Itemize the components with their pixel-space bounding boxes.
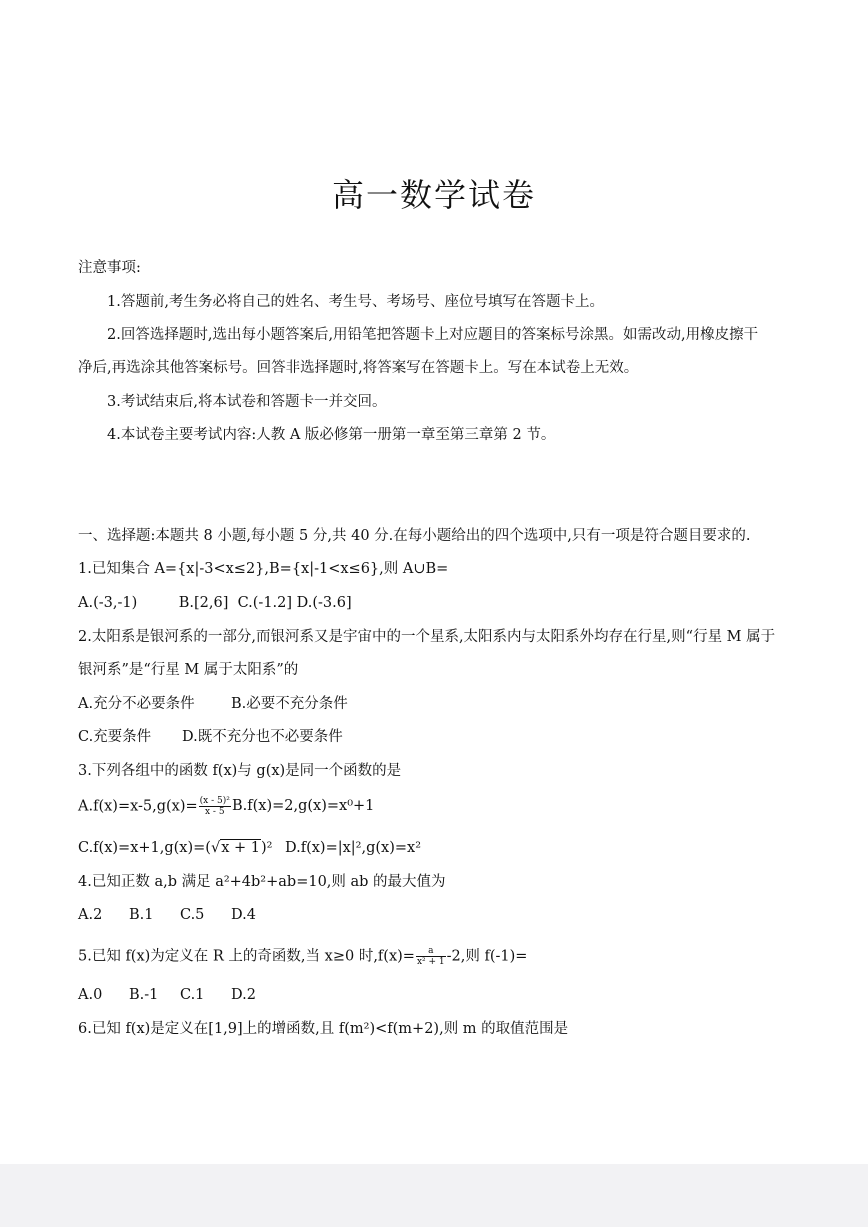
- q5-option-a: A.0: [78, 987, 103, 1003]
- q5-fraction: [416, 946, 446, 967]
- q3-option-a: [78, 796, 232, 817]
- radical-sign: √: [210, 840, 221, 856]
- q3-option-a-numerator: (x - 5)²: [199, 796, 230, 806]
- q5-option-d: D.2: [231, 987, 256, 1003]
- q3-stem: 3.下列各组中的函数 f(x)与 g(x)是同一个函数的是: [78, 763, 402, 779]
- q3-option-c-prefix: C.f(x)=x+1,g(x)=(: [78, 840, 211, 856]
- q2-option-c: C.充要条件: [78, 729, 152, 745]
- q3-option-a-denominator: x - 5: [204, 807, 225, 817]
- page-title: 高一数学试卷: [331, 176, 536, 214]
- q1-stem: 1.已知集合 A={x|-3<x≤2},B={x|-1<x≤6},则 A∪B=: [78, 561, 449, 577]
- q4-option-a: A.2: [78, 907, 103, 923]
- q4-option-c: C.5: [180, 907, 205, 923]
- notice-item-2-line-2: 净后,再选涂其他答案标号。回答非选择题时,将答案写在答题卡上。写在本试卷上无效。: [78, 360, 639, 376]
- q2-option-b: B.必要不充分条件: [231, 696, 348, 712]
- q3-option-c: [78, 838, 272, 858]
- q5-stem: [78, 946, 527, 967]
- q4-option-b: B.1: [129, 907, 154, 923]
- q3-option-c-suffix: )²: [260, 840, 273, 856]
- notice-item-4: 4.本试卷主要考试内容:人教 A 版必修第一册第一章至第三章第 2 节。: [107, 427, 556, 443]
- notice-heading: 注意事项:: [78, 260, 141, 276]
- q5-stem-prefix: 5.已知 f(x)为定义在 R 上的奇函数,当 x≥0 时,f(x)=: [78, 948, 415, 965]
- q2-option-a: A.充分不必要条件: [78, 696, 195, 712]
- q3-option-c-radicand: x + 1: [221, 840, 260, 856]
- q3-option-a-fraction: [199, 796, 231, 817]
- notice-item-1: 1.答题前,考生务必将自己的姓名、考生号、考场号、座位号填写在答题卡上。: [107, 294, 604, 310]
- q5-option-c: C.1: [180, 987, 205, 1003]
- notice-item-2-line-1: 2.回答选择题时,选出每小题答案后,用铅笔把答题卡上对应题目的答案标号涂黑。如需改动,用橡皮擦干: [107, 327, 759, 343]
- q2-option-d: D.既不充分也不必要条件: [182, 729, 343, 745]
- q2-stem-line-2: 银河系”是“行星 M 属于太阳系”的: [78, 662, 299, 678]
- q4-option-d: D.4: [231, 907, 256, 923]
- page-footer-band: [0, 1164, 868, 1227]
- q5-denominator: x² + 1: [416, 957, 445, 967]
- notice-item-3: 3.考试结束后,将本试卷和答题卡一并交回。: [107, 394, 387, 410]
- q5-option-b: B.-1: [129, 987, 159, 1003]
- q3-option-a-text: A.f(x)=x-5,g(x)=: [78, 798, 198, 815]
- q4-stem: 4.已知正数 a,b 满足 a²+4b²+ab=10,则 ab 的最大值为: [78, 874, 446, 890]
- q1-options: A.(-3,-1) B.[2,6] C.(-1.2] D.(-3.6]: [78, 595, 352, 611]
- q2-stem-line-1: 2.太阳系是银河系的一部分,而银河系又是宇宙中的一个星系,太阳系内与太阳系外均存在行星,则“行星 M 属于: [78, 629, 776, 645]
- section-heading: 一、选择题:本题共 8 小题,每小题 5 分,共 40 分.在每小题给出的四个选项中,只有一项是符合题目要求的.: [78, 528, 751, 544]
- q3-option-d: D.f(x)=|x|²,g(x)=x²: [285, 840, 422, 856]
- q3-option-b: B.f(x)=2,g(x)=x⁰+1: [232, 798, 375, 814]
- q5-stem-suffix: -2,则 f(-1)=: [446, 948, 528, 965]
- q6-stem: 6.已知 f(x)是定义在[1,9]上的增函数,且 f(m²)<f(m+2),则 m 的取值范围是: [78, 1021, 569, 1037]
- q5-numerator: a: [416, 946, 446, 957]
